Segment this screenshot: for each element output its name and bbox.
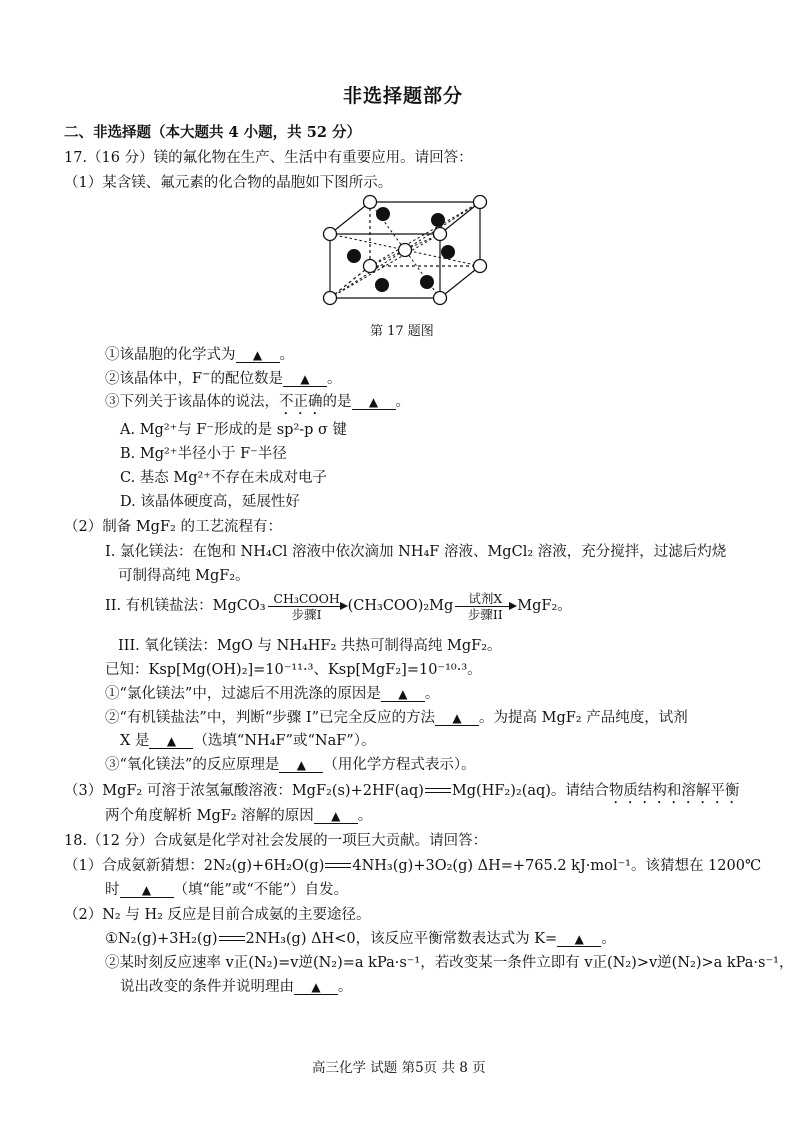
q17-part3b: 两个角度解析 MgF₂ 溶解的原因 ▲ 。 — [105, 808, 373, 824]
answer-blank: ▲ — [352, 395, 396, 410]
q17-part1: （1）某含镁、氟元素的化合物的晶胞如下图所示。 — [64, 175, 393, 191]
q18-part2: （2）N₂ 与 H₂ 反应是目前合成氨的主要途径。 — [64, 907, 371, 923]
q18-sub2b: 说出改变的条件并说明理由 ▲ 。 — [120, 979, 353, 995]
figure-caption: 第 17 题图 — [370, 324, 434, 339]
q17-2-sub3: ③“氧化镁法”的反应原理是 ▲ （用化学方程式表示）。 — [105, 757, 476, 773]
answer-blank: ▲ — [314, 809, 358, 824]
option-c: C. 基态 Mg²⁺不存在未成对电子 — [120, 470, 327, 486]
mg-atom — [364, 196, 377, 209]
page-footer: 高三化学 试题 第5页 共 8 页 — [312, 1060, 486, 1076]
answer-blank: ▲ — [557, 932, 601, 947]
q17-2-sub1: ①“氯化镁法”中，过滤后不用洗涤的原因是 ▲ 。 — [105, 686, 440, 702]
mg-atom — [364, 260, 377, 273]
q17-part3: （3）MgF₂ 可溶于浓氢氟酸溶液：MgF₂(s)+2HF(aq) Mg(HF₂)₂(aq)。请结合物质结构和溶解平衡 — [64, 783, 740, 799]
option-d: D. 该晶体硬度高，延展性好 — [120, 494, 300, 510]
q18-part1: （1）合成氨新猜想：2N₂(g)+6H₂O(g) 4NH₃(g)+3O₂(g) ΔH=+765.2 kJ·mol⁻¹。该猜想在 1200℃ — [64, 858, 762, 874]
q17-2-sub2b: X 是 ▲ （选填“NH₄F”或“NaF”）。 — [120, 733, 376, 749]
q17-sub2: ②该晶体中，F−的配位数是 ▲ 。 — [105, 369, 342, 387]
answer-blank: ▲ — [149, 734, 193, 749]
section-heading: 二、非选择题（本大题共 4 小题，共 52 分） — [64, 124, 361, 141]
q18-stem: 18.（12 分）合成氨是化学对社会发展的一项巨大贡献。请回答： — [64, 833, 488, 849]
answer-blank: ▲ — [294, 980, 338, 995]
q17-sub1: ①该晶胞的化学式为 ▲ 。 — [105, 347, 294, 363]
q17-2-sub2: ②“有机镁盐法”中，判断“步骤 I”已完全反应的方法 ▲ 。为提高 MgF₂ 产品纯度，试剂 — [105, 710, 688, 726]
method3-line: III. 氧化镁法：MgO 与 NH₄HF₂ 共热可制得高纯 MgF₂。 — [118, 638, 502, 654]
f-atom — [375, 278, 389, 292]
known-data: 已知：Ksp[Mg(OH)₂]=10⁻¹¹·³、Ksp[MgF₂]=10⁻¹⁰·³。 — [105, 662, 482, 678]
mg-atom — [474, 196, 487, 209]
equilibrium-arrow — [425, 786, 451, 796]
q17-part2: （2）制备 MgF₂ 的工艺流程有： — [64, 519, 282, 535]
mg-atom — [399, 244, 412, 257]
f-atom — [420, 275, 434, 289]
q17-stem: 17.（16 分）镁的氟化物在生产、生活中有重要应用。请回答： — [64, 150, 473, 166]
f-atom — [431, 213, 445, 227]
mg-atom — [324, 292, 337, 305]
option-a: A. Mg²⁺与 F⁻形成的是 sp²-p σ 键 — [120, 422, 348, 438]
page-title: 非选择题部分 — [343, 85, 464, 107]
f-atom — [347, 249, 361, 263]
mg-atom — [474, 260, 487, 273]
method1-line2: 可制得高纯 MgF₂。 — [118, 568, 250, 584]
mg-atom — [434, 228, 447, 241]
equilibrium-arrow — [325, 861, 351, 871]
mg-atom — [434, 292, 447, 305]
method2-line: II. 有机镁盐法：MgCO₃ CH₃COOH 步骤I (CH₃COO)₂Mg 试剂X 步骤II MgF₂。 — [105, 590, 572, 622]
answer-blank: ▲ — [236, 348, 280, 363]
f-atom — [441, 245, 455, 259]
answer-blank: ▲ — [381, 687, 425, 702]
method1-line1: I. 氯化镁法：在饱和 NH₄Cl 溶液中依次滴加 NH₄F 溶液、MgCl₂ 溶液，充分搅拌，过滤后灼烧 — [105, 544, 727, 560]
reaction-arrow: 试剂X 步骤II — [455, 591, 515, 622]
q18-sub2: ②某时刻反应速率 v正(N₂)=v逆(N₂)=a kPa·s⁻¹，若改变某一条件立即有 v正(N₂)>v逆(N₂)>a kPa·s⁻¹， — [105, 955, 794, 971]
answer-blank: ▲ — [279, 758, 323, 773]
equilibrium-arrow — [219, 934, 245, 944]
mg-atom — [324, 228, 337, 241]
q18-part1b: 时 ▲ （填“能”或“不能”）自发。 — [105, 882, 349, 898]
answer-blank: ▲ — [120, 883, 174, 898]
option-b: B. Mg²⁺半径小于 F⁻半径 — [120, 446, 287, 462]
crystal-cell-figure — [320, 194, 490, 312]
reaction-arrow: CH₃COOH 步骤I — [268, 591, 346, 622]
answer-blank: ▲ — [435, 711, 479, 726]
f-atom — [376, 207, 390, 221]
q17-sub3: ③下列关于该晶体的说法，不正确的是 ▲ 。 — [105, 394, 410, 410]
answer-blank: ▲ — [283, 372, 327, 387]
q18-sub1: ①N₂(g)+3H₂(g) 2NH₃(g) ΔH<0，该反应平衡常数表达式为 K= ▲ 。 — [105, 931, 616, 947]
